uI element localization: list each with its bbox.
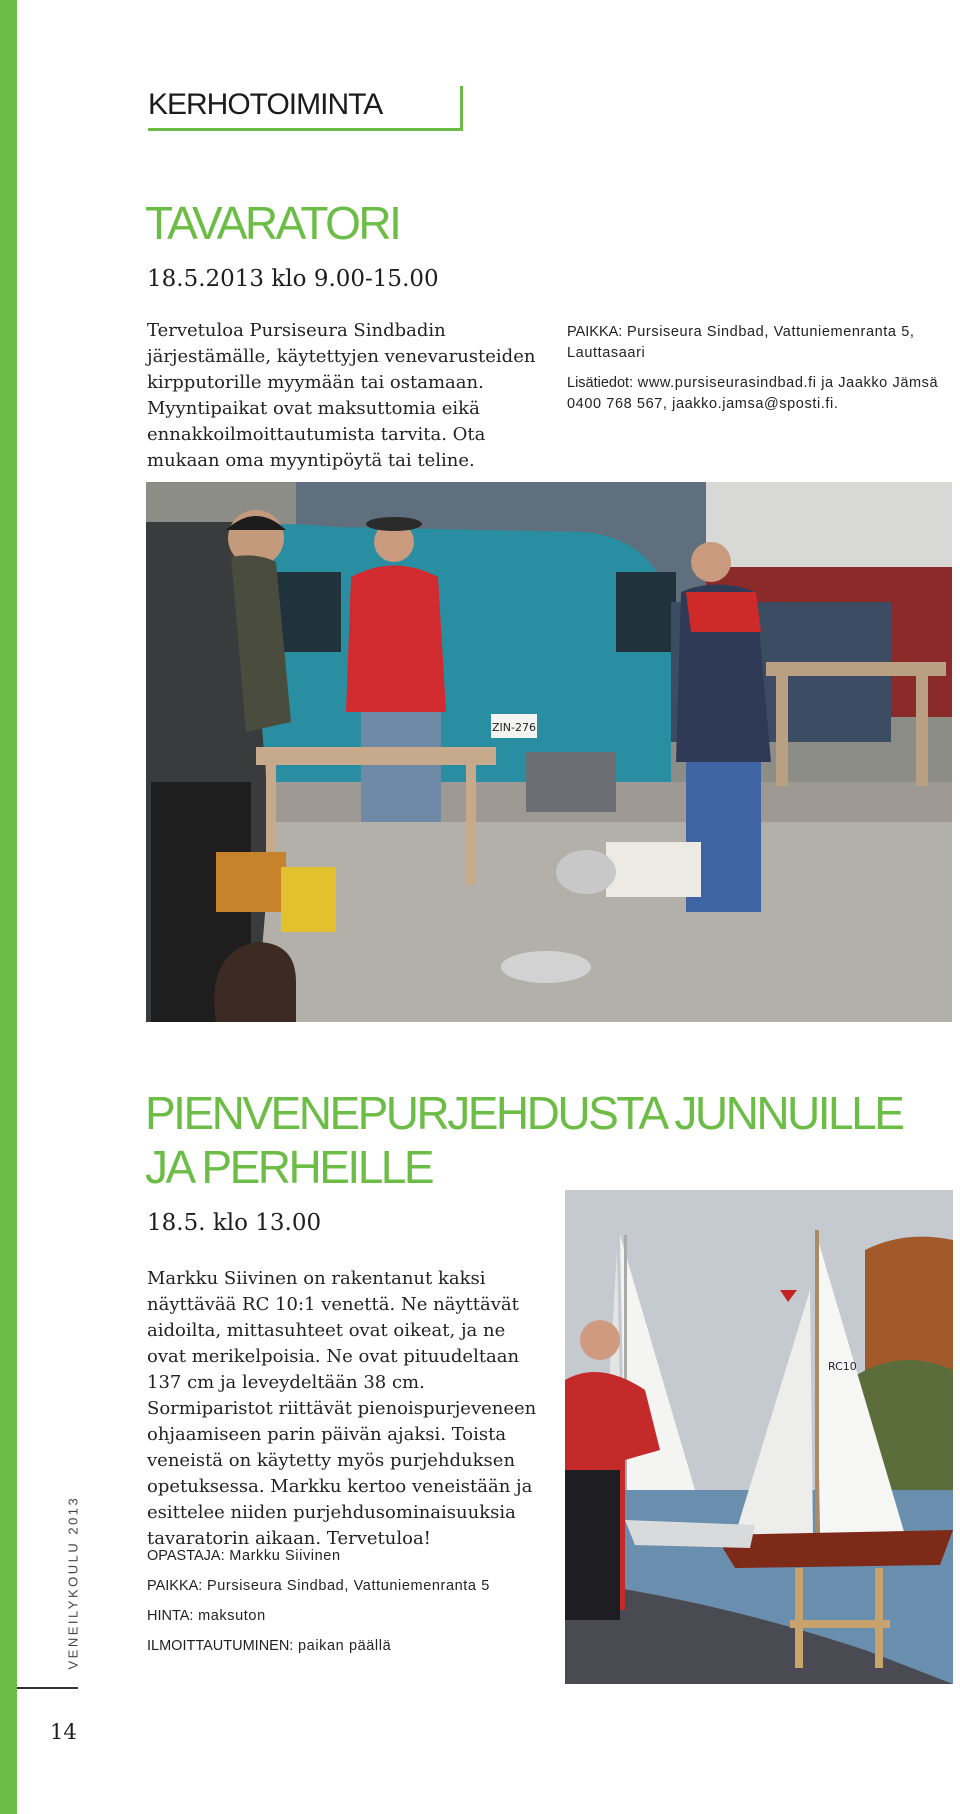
- info-guide-label: OPASTAJA:: [147, 1548, 225, 1564]
- rc-sailboat-photo: [565, 1190, 953, 1684]
- info-place: [567, 322, 960, 364]
- article-info: [147, 1546, 507, 1666]
- article-info: [567, 322, 960, 424]
- info-contact: [567, 373, 960, 415]
- info-place-label: PAIKKA:: [147, 1578, 203, 1594]
- article-title-tavaratori: TAVARATORI: [145, 197, 400, 249]
- sail-number-text: RC10: [828, 1360, 857, 1373]
- info-price: [147, 1606, 507, 1627]
- section-header-label: KERHOTOIMINTA: [148, 88, 383, 121]
- article-title-pienvenepurjehdusta: PIENVENEPURJEHDUSTA JUNNUILLE JA PERHEILLE: [145, 1087, 903, 1193]
- info-price-value: maksuton: [198, 1608, 266, 1624]
- article-body: Markku Siivinen on rakentanut kaksi näyttävää RC 10:1 venettä. Ne näyttävät aidoilta, mittasuhteet ovat oikeat, ja ne ovat merikelpoisia. Ne ovat pituudeltaan 137 cm ja leveydeltään 38 cm. Sormiparistot riittävät pienoispurjeveneen ohjaamiseen parin päivän ajaksi. Toista veneistä on käytetty myös purjehduksen opetuksessa. Markku kertoo veneistään ja esittelee niiden purjehdusominaisuuksia tavaratorin aikaan. Tervetuloa!: [147, 1268, 537, 1549]
- info-place-label: PAIKKA:: [567, 324, 623, 340]
- article-date: 18.5. klo 13.00: [147, 1210, 322, 1236]
- footer-rule: [17, 1687, 78, 1689]
- article-body: Tervetuloa Pursiseura Sindbadin järjestämälle, käytettyjen venevarusteiden kirpputorille myymään tai ostamaan. Myyntipaikat ovat maksuttomia eikä ennakkoilmoittautumista tarvita. Ota mukaan oma myyntipöytä tai teline.: [147, 320, 536, 471]
- info-guide-value: Markku Siivinen: [229, 1548, 341, 1564]
- license-plate-text: ZIN-276: [492, 721, 536, 734]
- info-price-label: HINTA:: [147, 1608, 194, 1624]
- info-place: [147, 1576, 507, 1597]
- info-signup-label: ILMOITTAUTUMINEN:: [147, 1638, 294, 1654]
- article-date: 18.5.2013 klo 9.00-15.00: [147, 266, 439, 292]
- page-number: 14: [50, 1720, 77, 1744]
- flea-market-photo: [146, 482, 952, 1022]
- info-place-value: Pursiseura Sindbad, Vattuniemenranta 5, Lauttasaari: [567, 324, 915, 361]
- accent-bar: [0, 0, 17, 1814]
- info-place-value: Pursiseura Sindbad, Vattuniemenranta 5: [206, 1578, 490, 1594]
- info-guide: [147, 1546, 507, 1567]
- info-signup: [147, 1636, 507, 1657]
- info-signup-value: paikan päällä: [297, 1638, 392, 1654]
- section-header: [148, 86, 463, 131]
- info-contact-value: www.pursiseurasindbad.fi ja Jaakko Jämsä 0400 768 567, jaakko.jamsa@sposti.fi.: [567, 375, 939, 412]
- side-label: [58, 1495, 84, 1675]
- info-contact-label: Lisätiedot:: [567, 375, 634, 391]
- side-label-text: VENEILYKOULU 2013: [65, 1495, 81, 1670]
